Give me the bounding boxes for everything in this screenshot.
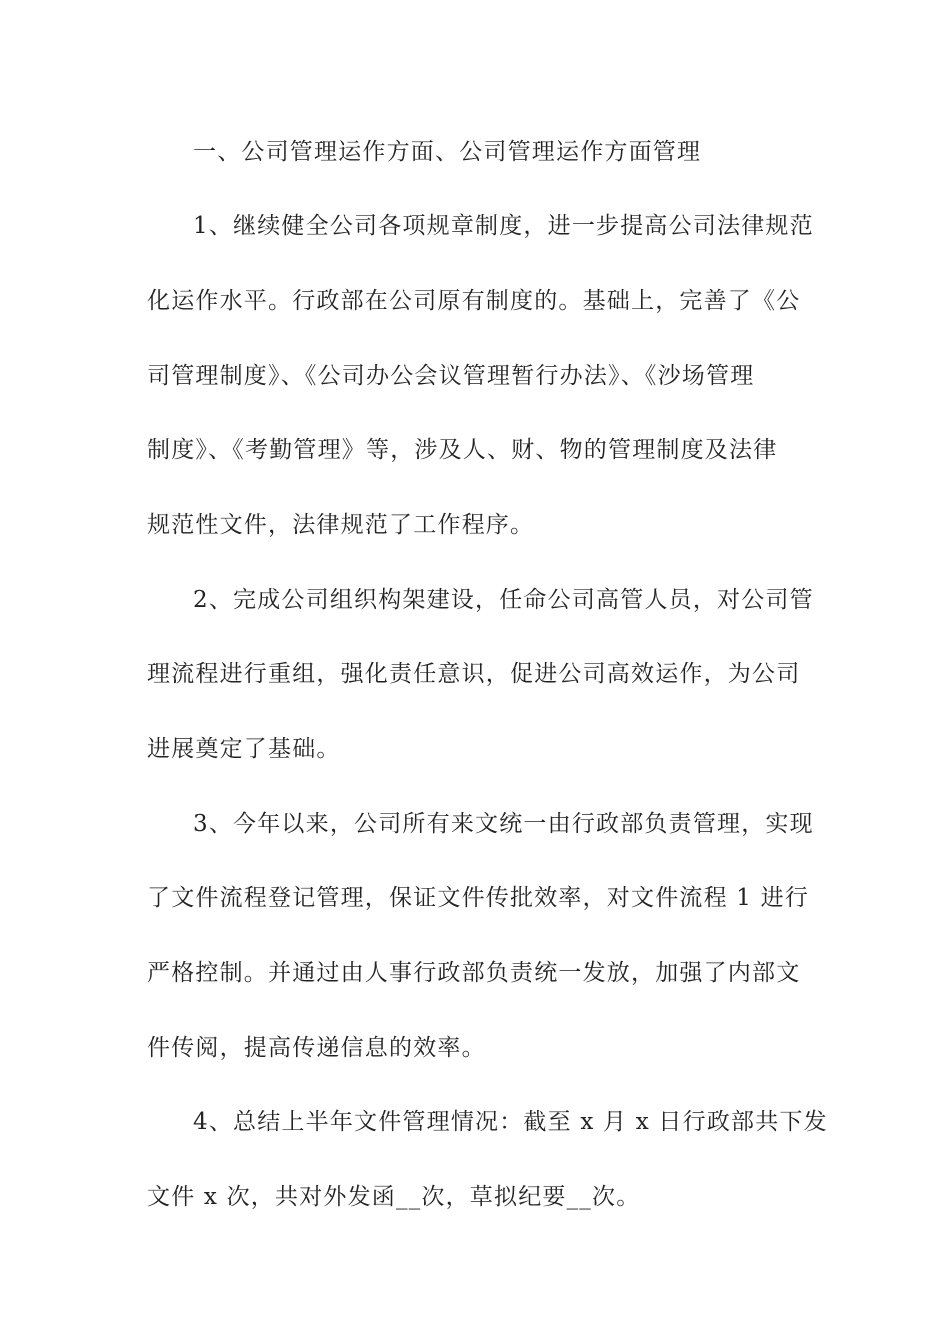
paragraph-2-line-1: 2、完成公司组织构架建设，任命公司高管人员，对公司管 [193,587,814,613]
paragraph-2-line-2: 理流程进行重组，强化责任意识，促进公司高效运作，为公司 [147,661,801,687]
paragraph-3-line-1: 3、今年以来，公司所有来文统一由行政部负责管理，实现 [193,811,814,837]
paragraph-1-line-5: 规范性文件，法律规范了工作程序。 [147,512,535,538]
paragraph-4-line-1: 4、总结上半年文件管理情况：截至 x 月 x 日行政部共下发 [193,1109,828,1135]
paragraph-1-line-4: 制度》、《考勤管理》等，涉及人、财、物的管理制度及法律 [147,437,778,463]
paragraph-3-line-3: 严格控制。并通过由人事行政部负责统一发放，加强了内部文 [147,960,801,986]
paragraph-1-line-2: 化运作水平。行政部在公司原有制度的。基础上，完善了《公 [147,288,801,314]
paragraph-1-line-1: 1、继续健全公司各项规章制度，进一步提高公司法律规范 [193,213,814,239]
paragraph-4-line-2: 文件 x 次，共对外发函__次，草拟纪要__次。 [147,1184,641,1210]
paragraph-1-line-3: 司管理制度》、《公司办公会议管理暂行办法》、《沙场管理 [147,363,755,389]
paragraph-3-line-4: 件传阅，提高传递信息的效率。 [147,1035,486,1061]
paragraph-3-line-2: 了文件流程登记管理，保证文件传批效率，对文件流程 1 进行 [147,885,810,911]
section-heading: 一、公司管理运作方面、公司管理运作方面管理 [193,139,702,165]
paragraph-2-line-3: 进展奠定了基础。 [147,736,341,762]
